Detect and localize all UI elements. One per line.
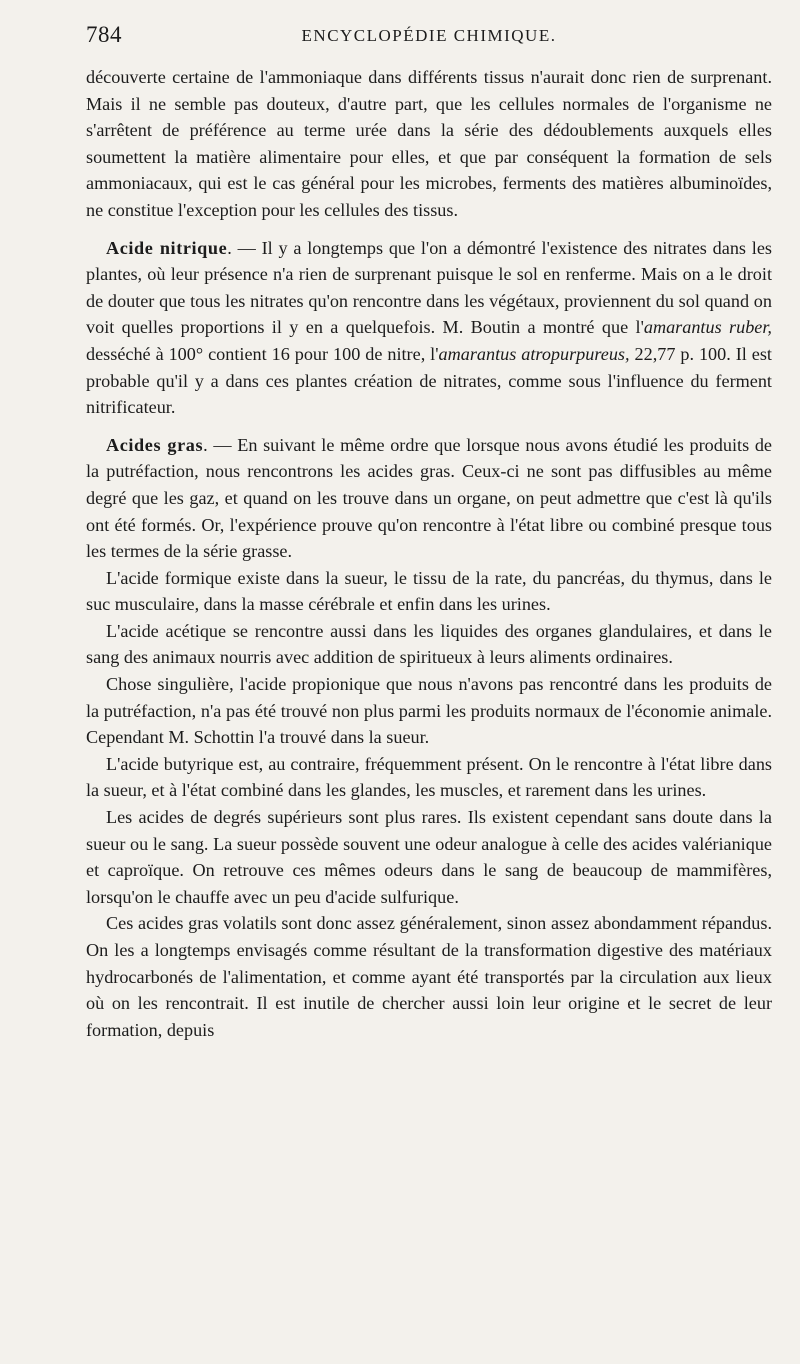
nitrique-species-1: amarantus ruber, — [643, 317, 772, 338]
nitrique-text-1: . — Il y a longtemps que l'on a démontré l'existence des nitrates dans les plantes, où leur présence n'a rien de surprenant puisque le sol en renferme. Mais on a le droit de douter que tous les nitrates qu'on rencontre dans les végétaux, proviennent du sol quand on voit quelles proportions il y en a quelquefois. M. Boutin a montré que l' — [86, 237, 772, 338]
paragraph-acide-propionique: Chose singulière, l'acide propionique que nous n'avons pas rencontré dans les produits de la putréfaction, n'a pas été trouvé non plus parmi les produits normaux de l'économie animale. Cependant M. Schottin l'a trouvé dans la sueur. — [86, 674, 772, 748]
nitrique-species-2: amarantus atropurpureus, — [438, 343, 630, 364]
paragraph-acides-superieurs: Les acides de degrés supérieurs sont plus rares. Ils existent cependant sans doute dans la sueur ou le sang. La sueur possède souvent une odeur analogue à celle des acides valérianique et caproïque. On retrouve ces mêmes odeurs dans le sang de beaucoup de mammifères, lorsqu'on le chauffe avec un peu d'acide sulfurique. — [86, 807, 772, 907]
paragraph-acide-acetique: L'acide acétique se rencontre aussi dans les liquides des organes glandulaires, et dans le sang des animaux nourris avec addition de spiritueux à leurs aliments ordinaires. — [86, 620, 772, 668]
gras-text: . — En suivant le même ordre que lorsque nous avons étudié les produits de la putréfaction, nous rencontrons les acides gras. Ceux-ci ne sont pas diffusibles au même degré que les gaz, et quand on les trouve dans un organe, on peut admettre que c'est là qu'ils ont été formés. Or, l'expérience prouve qu'on rencontre à l'état libre ou combiné presque tous les termes de la série grasse. — [86, 434, 772, 562]
section-heading-gras: Acides gras — [106, 434, 204, 455]
nitrique-text-2: desséché à 100° contient 16 pour 100 de nitre, l' — [86, 343, 439, 364]
nitrique-text-3: 22,77 p. 100. Il est probable qu'il y a dans ces plantes création de nitrates, comme sous l'influence du ferment nitrificateur. — [86, 343, 772, 418]
section-acides-gras — [86, 432, 772, 565]
paragraph-acides-volatils: Ces acides gras volatils sont donc assez généralement, sinon assez abondamment répandus. On les a longtemps envisagés comme résultant de la transformation digestive des matériaux hydrocarbonés de l'alimentation, et comme ayant été transportés par la circulation aux lieux où on les rencontrait. Il est inutile de chercher aussi loin leur origine et le secret de leur formation, depuis — [86, 913, 772, 1040]
intro-paragraph: découverte certaine de l'ammoniaque dans différents tissus n'aurait donc rien de surprenant. Mais il ne semble pas douteux, d'autre part, que les cellules normales de l'organisme ne s'arrêtent de préférence au terme urée dans la série des dédoublements auxquels elles soumettent la matière alimentaire pour elles, et que par conséquent la formation de sels ammoniacaux, qui est le cas général pour les microbes, ferments des matières albuminoïdes, ne constitue l'exception pour les cellules des tissus. — [86, 67, 772, 220]
paragraph-acide-formique: L'acide formique existe dans la sueur, le tissu de la rate, du pancréas, du thymus, dans le suc musculaire, dans la masse cérébrale et enfin dans les urines. — [86, 567, 772, 615]
section-heading-nitrique: Acide nitrique — [106, 237, 228, 258]
body-text — [86, 64, 772, 1043]
section-acide-nitrique — [86, 235, 772, 421]
page-number: 784 — [86, 22, 122, 47]
page-header — [86, 22, 772, 52]
paragraph-acide-butyrique: L'acide butyrique est, au contraire, fréquemment présent. On le rencontre à l'état libre dans la sueur, et à l'état combiné dans les glandes, les muscles, et rarement dans les urines. — [86, 753, 772, 801]
running-title: ENCYCLOPÉDIE CHIMIQUE. — [301, 26, 557, 45]
